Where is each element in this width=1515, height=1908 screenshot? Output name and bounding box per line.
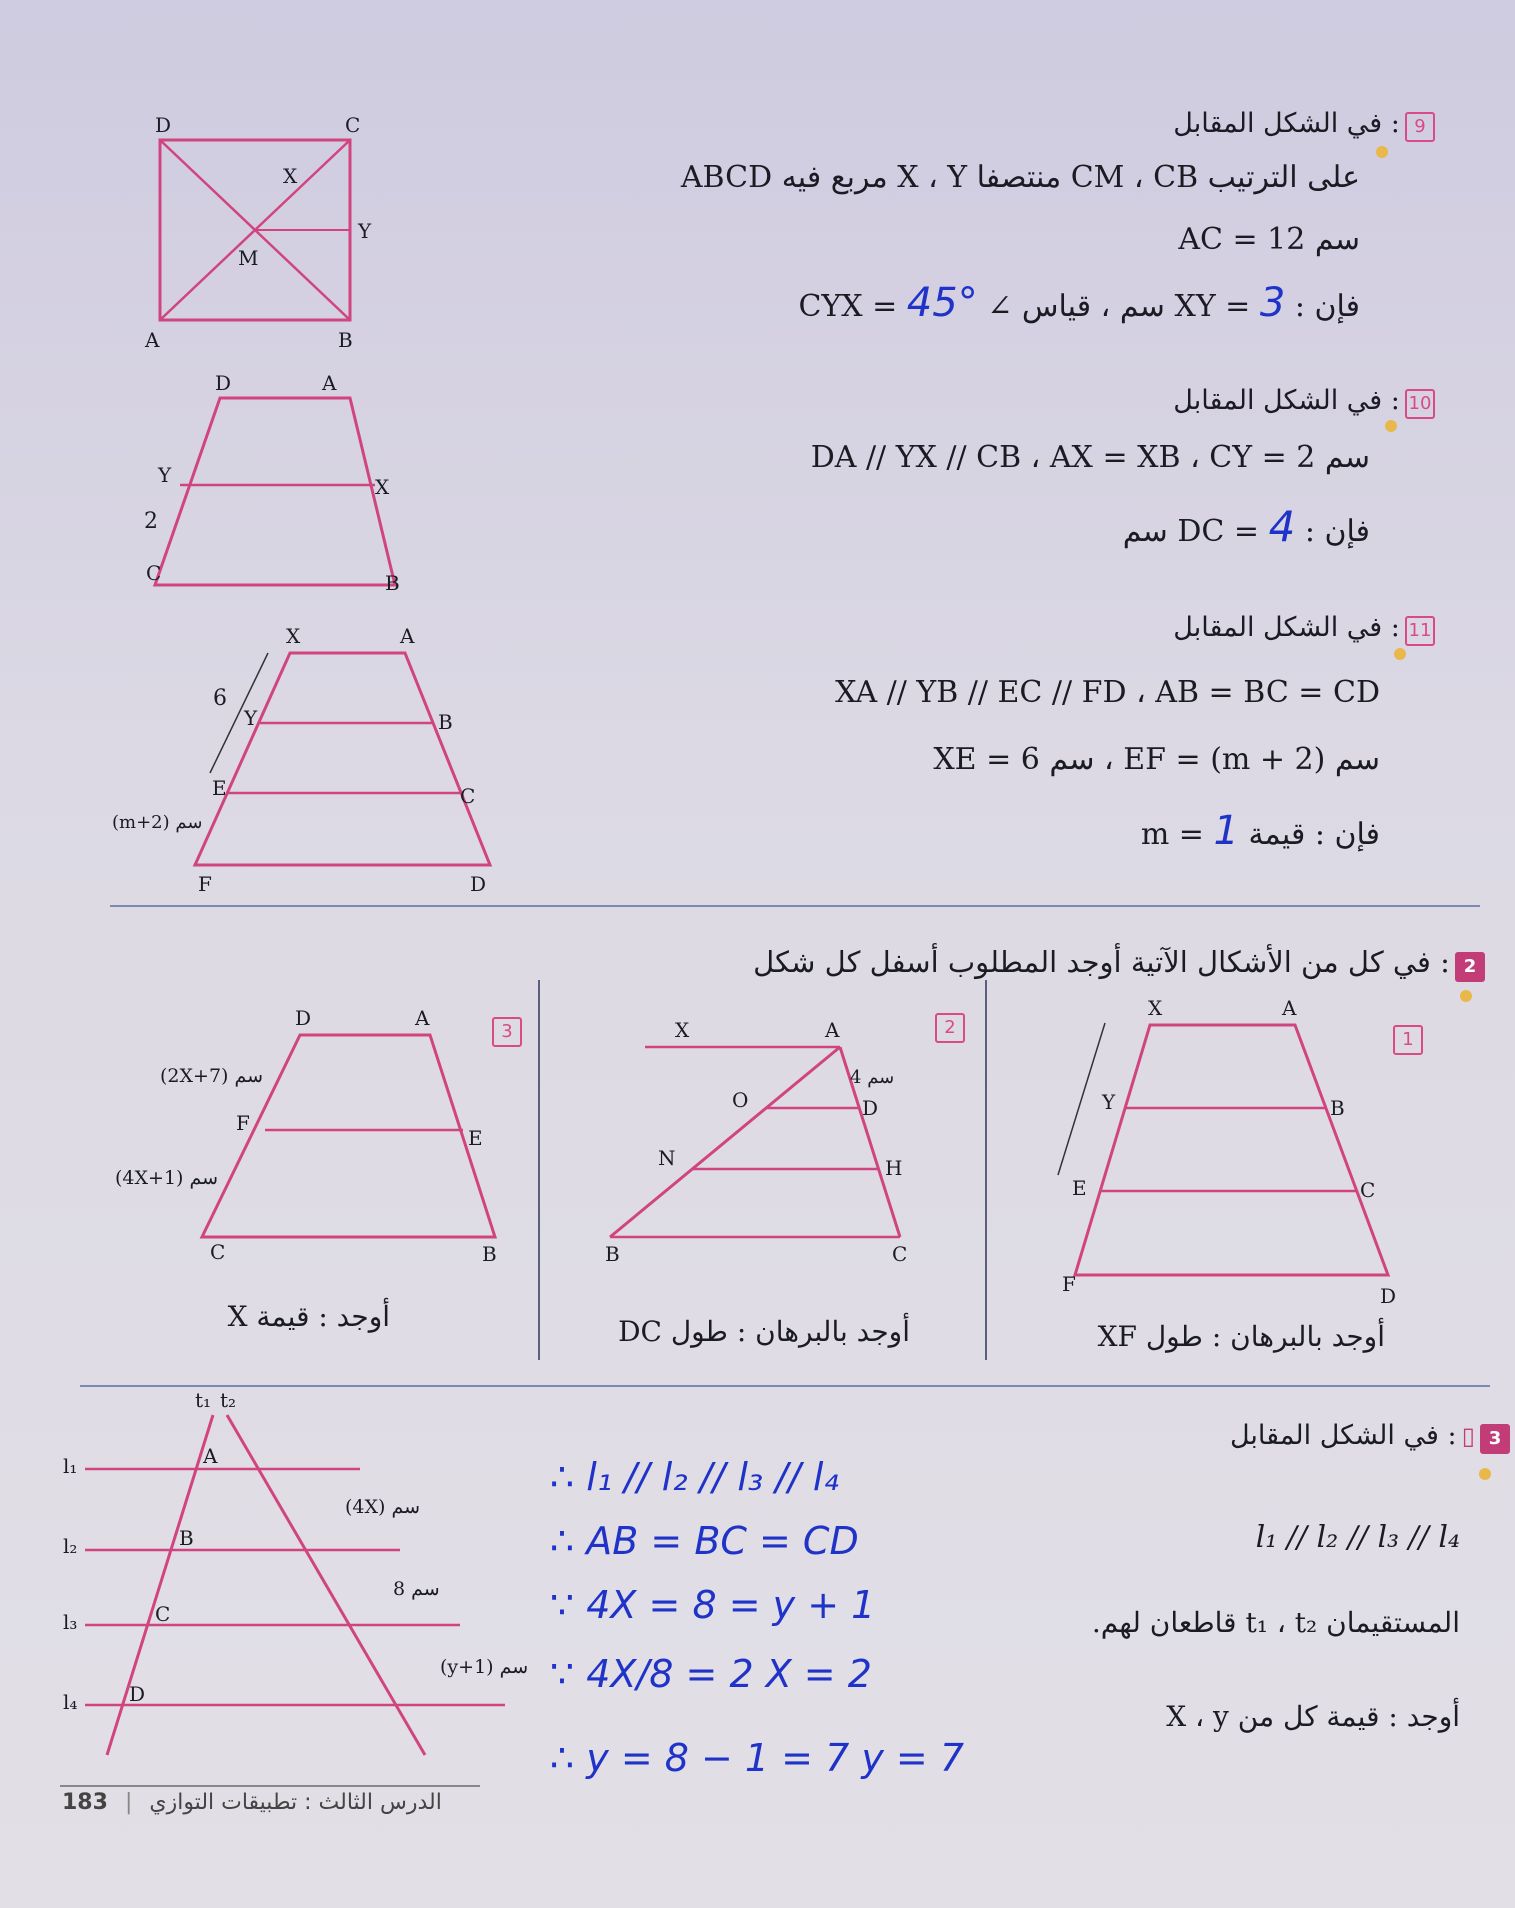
q10-label-c: C	[146, 561, 162, 585]
footer-text: الدرس الثالث : تطبيقات التوازي	[149, 1790, 442, 1815]
q9-heading: في الشكل المقابل :	[1173, 108, 1400, 139]
fig2-caption: أوجد بالبرهان : طول DC	[618, 1315, 910, 1348]
q3-label-l2: l₂	[63, 1534, 78, 1558]
q11-line3-prefix: فإن : قيمة m =	[1140, 817, 1380, 852]
fig1-label-y: Y	[1102, 1090, 1116, 1114]
section2-header	[753, 945, 1485, 982]
q11-label-m: (m+2) سم	[112, 812, 203, 833]
footer-rule	[60, 1785, 480, 1787]
separator-1	[110, 905, 1480, 907]
q9-label-b: B	[338, 328, 353, 352]
fig1-caption: أوجد بالبرهان : طول XF	[1097, 1320, 1385, 1353]
fig2-label-n: N	[658, 1146, 676, 1170]
q11-bracket	[210, 653, 268, 773]
q11-heading: في الشكل المقابل :	[1173, 612, 1400, 643]
q10-mark: 2	[144, 509, 158, 534]
q11-figure	[100, 625, 500, 895]
q3-number: 3	[1480, 1424, 1510, 1454]
fig2-label-o: O	[732, 1088, 749, 1112]
q11-label-f: F	[198, 872, 212, 896]
fig2-label-d: D	[862, 1096, 879, 1120]
fig3-label-a: A	[415, 1006, 430, 1030]
q3-label-t2: t₂	[220, 1388, 237, 1412]
q10-label-x: X	[375, 475, 390, 499]
q11-label-a: A	[400, 624, 415, 648]
q9-label-c: C	[345, 113, 361, 137]
q3-header	[1230, 1420, 1510, 1454]
q10-figure	[120, 370, 420, 600]
fig2-label-b: B	[605, 1242, 620, 1266]
q9-answer-xy: 3	[1259, 280, 1286, 326]
fig2-line-ab	[610, 1047, 840, 1237]
q11-trapezoid	[195, 653, 490, 865]
q9-number: 9	[1405, 112, 1435, 142]
fig1-trapezoid	[1075, 1025, 1388, 1275]
fig1-label-b: B	[1330, 1096, 1345, 1120]
fig2-figure	[600, 1005, 930, 1275]
q3-line1: l₁ // l₂ // l₃ // l₄	[1255, 1520, 1460, 1555]
divider-right	[985, 980, 987, 1360]
q11-label-y: Y	[244, 706, 258, 730]
book-icon: ▯	[1461, 1422, 1475, 1450]
section2-number: 2	[1455, 952, 1485, 982]
q11-line2: XE = 6 سم ، EF = (m + 2) سم	[933, 742, 1380, 777]
q9-line2: AC = 12 سم	[1178, 222, 1360, 257]
fig1-label-f: F	[1062, 1272, 1076, 1296]
fig1-label-x: X	[1148, 996, 1163, 1020]
fig3-label-bottom: (4X+1) سم	[115, 1167, 219, 1189]
q11-label-e: E	[212, 776, 227, 800]
q10-line2-suffix: سم	[1122, 514, 1178, 549]
q9-label-x: X	[283, 164, 298, 188]
q10-label-b: B	[385, 571, 400, 595]
q3-line2: المستقيمان t₁ ، t₂ قاطعان لهم.	[1091, 1606, 1460, 1639]
fig1-label-a: A	[1282, 996, 1297, 1020]
q3-work-line4: ∵ 4X/8 = 2 X = 2	[550, 1652, 872, 1696]
q3-label-b: B	[179, 1526, 194, 1550]
q9-header	[1173, 108, 1435, 142]
footer	[62, 1790, 442, 1815]
q10-dot	[1385, 420, 1397, 432]
fig2-label-c: C	[892, 1242, 908, 1266]
fig3-figure	[110, 1005, 510, 1275]
q11-label-b: B	[438, 710, 453, 734]
q11-dot	[1394, 648, 1406, 660]
q3-work-line1: ∴ l₁ // l₂ // l₃ // l₄	[550, 1455, 839, 1499]
section2-dot	[1460, 990, 1472, 1002]
q10-heading: في الشكل المقابل :	[1173, 385, 1400, 416]
q3-work-line3: ∵ 4X = 8 = y + 1	[550, 1583, 876, 1627]
q9-line3-suffix: سم ، قياس ∠ CYX =	[798, 289, 1175, 324]
q11-label-c: C	[460, 784, 476, 808]
q11-mark: 6	[213, 686, 227, 711]
q3-line3: أوجد : قيمة كل من X ، y	[1166, 1700, 1460, 1733]
q9-figure	[120, 110, 380, 350]
q11-number: 11	[1405, 616, 1435, 646]
q11-label-x: X	[286, 624, 301, 648]
q10-label-d: D	[215, 371, 232, 395]
fig2-label-a: A	[825, 1018, 840, 1042]
q10-line2-prefix: فإن : DC =	[1177, 514, 1370, 549]
q11-header	[1173, 612, 1435, 646]
fig3-label-top: (2X+7) سم	[160, 1065, 264, 1087]
fig2-label-x: X	[675, 1018, 690, 1042]
fig3-label-e: E	[468, 1126, 483, 1150]
q9-line3-prefix: فإن : XY =	[1174, 289, 1360, 324]
fig2-number: 2	[935, 1013, 965, 1043]
q10-trapezoid	[155, 398, 395, 585]
fig3-caption: أوجد : قيمة X	[227, 1300, 390, 1333]
q3-work	[550, 1455, 1070, 1780]
q3-label-c: C	[155, 1602, 171, 1626]
q3-label-l1: l₁	[63, 1454, 78, 1478]
fig1-number: 1	[1393, 1025, 1423, 1055]
q3-work-line2: ∴ AB = BC = CD	[550, 1519, 859, 1563]
q9-label-y: Y	[358, 219, 372, 243]
fig3-label-c: C	[210, 1240, 226, 1264]
footer-page-number: 183	[62, 1790, 108, 1815]
q3-label-l4: l₄	[63, 1690, 78, 1714]
q9-label-a: A	[145, 328, 160, 352]
fig3-number: 3	[492, 1017, 522, 1047]
q9-label-d: D	[155, 113, 172, 137]
q3-figure	[55, 1385, 529, 1770]
q3-label-s2: 8 سم	[393, 1578, 440, 1600]
q9-answer-angle: 45°	[906, 280, 978, 326]
fig1-label-d: D	[1380, 1284, 1397, 1308]
q3-work-line5: ∴ y = 8 − 1 = 7 y = 7	[550, 1736, 965, 1780]
q9-label-m: M	[238, 246, 259, 270]
q3-label-a: A	[203, 1444, 218, 1468]
q3-dot	[1479, 1468, 1491, 1480]
q3-label-s1: (4X) سم	[345, 1496, 421, 1518]
q3-label-s3: (y+1) سم	[440, 1656, 529, 1678]
q10-answer-dc: 4	[1268, 502, 1296, 551]
fig3-label-f: F	[236, 1111, 250, 1135]
q10-number: 10	[1405, 389, 1435, 419]
q10-line1: DA // YX // CB ، AX = XB ، CY = 2 سم	[810, 440, 1370, 475]
q9-dot	[1376, 146, 1388, 158]
q10-label-a: A	[322, 371, 337, 395]
fig2-label-h: H	[885, 1156, 903, 1180]
fig3-label-b: B	[482, 1242, 497, 1266]
footer-divider: |	[124, 1790, 133, 1815]
q3-label-t1: t₁	[195, 1388, 212, 1412]
fig3-label-d: D	[295, 1006, 312, 1030]
q9-line1: ABCD مربع فيه X ، Y منتصفا CM ، CB على الترتيب	[680, 160, 1360, 195]
q10-header	[1173, 385, 1435, 419]
fig1-bracket	[1058, 1023, 1105, 1175]
q3-label-d: D	[129, 1682, 146, 1706]
q11-line1: XA // YB // EC // FD ، AB = BC = CD	[835, 675, 1380, 710]
q11-answer-m: 1	[1213, 808, 1239, 854]
q9-line3	[798, 280, 1360, 326]
q3-label-l3: l₃	[63, 1610, 78, 1634]
fig1-label-c: C	[1360, 1178, 1376, 1202]
fig1-label-e: E	[1072, 1176, 1087, 1200]
q10-line2	[1123, 502, 1370, 551]
q11-label-d: D	[470, 872, 487, 896]
section2-heading: في كل من الأشكال الآتية أوجد المطلوب أسفل كل شكل :	[753, 945, 1450, 979]
divider-left	[538, 980, 540, 1360]
q10-label-y: Y	[158, 463, 172, 487]
q3-heading: في الشكل المقابل :	[1229, 1420, 1457, 1451]
fig2-label-len: 4 سم	[850, 1067, 895, 1088]
q11-line3	[1141, 808, 1380, 854]
